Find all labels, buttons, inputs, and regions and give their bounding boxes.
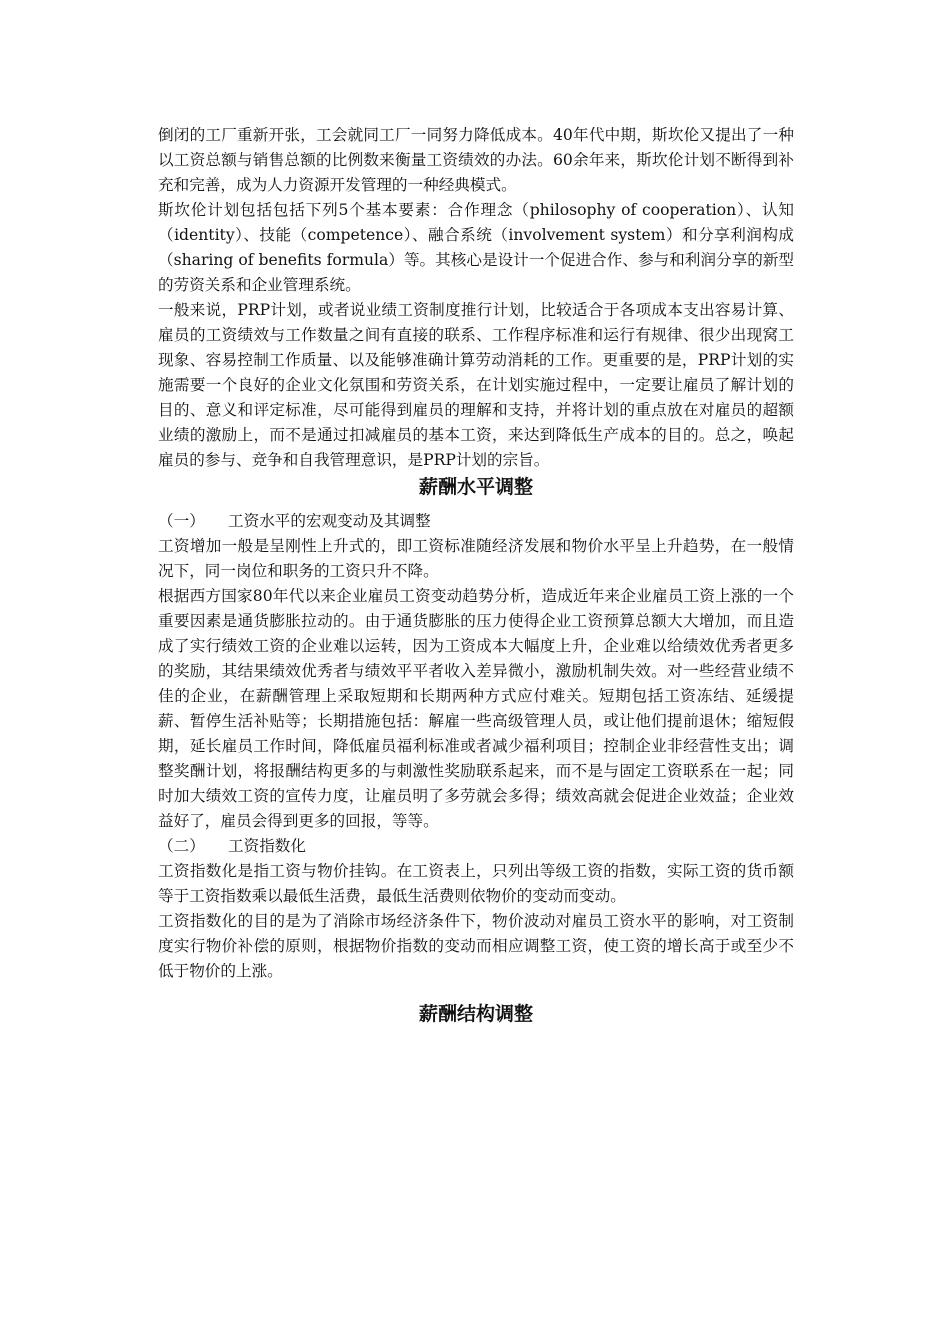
subsection-number: （一）	[158, 512, 205, 530]
paragraph: 工资指数化是指工资与物价挂钩。在工资表上，只列出等级工资的指数，实际工资的货币额等于工资指数乘以最低生活费，最低生活费则依物价的变动而变动。	[158, 862, 794, 905]
subsection-title: 工资指数化	[228, 837, 306, 855]
paragraph: 斯坎伦计划包括包括下列5个基本要素：合作理念（philosophy of cooperation）、认知（identity）、技能（competence）、融合系统（involvement system）和分享利润构成（sharing of benefits formula）等。其核心是设计一个促进合作、参与和利润分享的新型的劳资关系和企业管理系统。	[158, 201, 794, 294]
paragraph: 一般来说，PRP计划，或者说业绩工资制度推行计划，比较适合于各项成本支出容易计算、雇员的工资绩效与工作数量之间有直接的联系、工作程序标准和运行有规律、很少出现窝工现象、容易控制工作质量、以及能够准确计算劳动消耗的工作。更重要的是，PRP计划的实施需要一个良好的企业文化氛围和劳资关系，在计划实施过程中，一定要让雇员了解计划的目的、意义和评定标准，尽可能得到雇员的理解和支持，并将计划的重点放在对雇员的超额业绩的激励上，而不是通过扣减雇员的基本工资，来达到降低生产成本的目的。总之，唤起雇员的参与、竞争和自我管理意识，是PRP计划的宗旨。	[158, 301, 794, 469]
paragraph: 工资增加一般是呈刚性上升式的，即工资标准随经济发展和物价水平呈上升趋势，在一般情况下，同一岗位和职务的工资只升不降。	[158, 537, 794, 580]
document-page	[158, 123, 794, 1026]
paragraph: 根据西方国家80年代以来企业雇员工资变动趋势分析，造成近年来企业雇员工资上涨的一个重要因素是通货膨胀拉动的。由于通货膨胀的压力使得企业工资预算总额大大增加，而且造成了实行绩效工资的企业难以运转，因为工资成本大幅度上升，企业难以给绩效优秀者更多的奖励，其结果绩效优秀者与绩效平平者收入差异微小，激励机制失效。对一些经营业绩不佳的企业，在薪酬管理上采取短期和长期两种方式应付难关。短期包括工资冻结、延缓提薪、暂停生活补贴等；长期措施包括：解雇一些高级管理人员，或让他们提前退休；缩短假期，延长雇员工作时间，降低雇员福利标准或者减少福利项目；控制企业非经营性支出；调整奖酬计划，将报酬结构更多的与刺激性奖励联系起来，而不是与固定工资联系在一起；同时加大绩效工资的宣传力度，让雇员明了多劳就会多得；绩效高就会促进企业效益；企业效益好了，雇员会得到更多的回报，等等。	[158, 587, 794, 830]
section-title: 薪酬水平调整	[418, 476, 533, 498]
section-title: 薪酬结构调整	[418, 1003, 533, 1025]
subsection-title: 工资水平的宏观变动及其调整	[228, 512, 431, 530]
subsection-heading	[158, 834, 794, 859]
paragraph: 工资指数化的目的是为了消除市场经济条件下，物价波动对雇员工资水平的影响，对工资制度实行物价补偿的原则，根据物价指数的变动而相应调整工资，使工资的增长高于或至少不低于物价的上涨。	[158, 912, 794, 980]
subsection-number: （二）	[158, 837, 205, 855]
paragraph: 倒闭的工厂重新开张，工会就同工厂一同努力降低成本。40年代中期，斯坎伦又提出了一种以工资总额与销售总额的比例数来衡量工资绩效的办法。60余年来，斯坎伦计划不断得到补充和完善，成为人力资源开发管理的一种经典模式。	[158, 126, 794, 194]
subsection-heading	[158, 509, 794, 534]
